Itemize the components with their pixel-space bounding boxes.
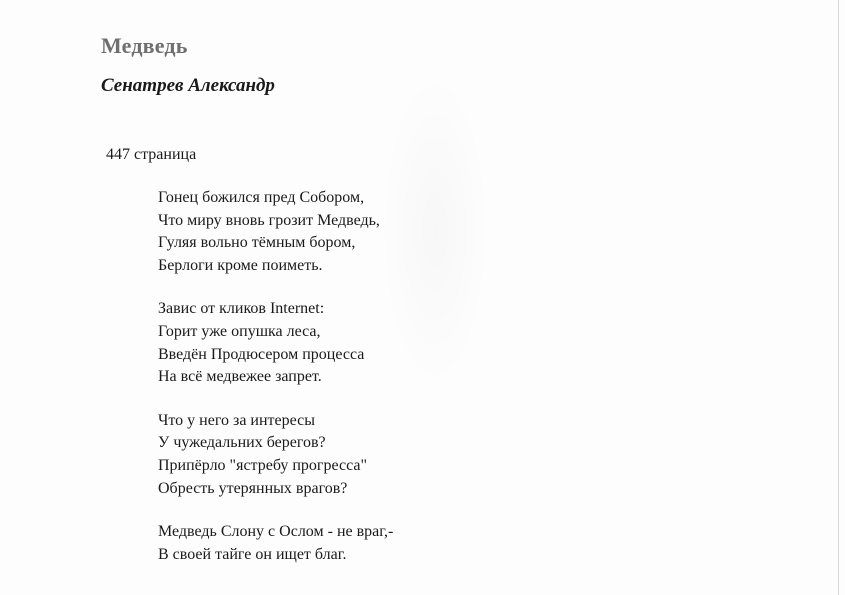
stanza <box>158 187 578 277</box>
stanza <box>158 298 578 388</box>
poem-line: Гуляя вольно тёмным бором, <box>158 234 356 252</box>
poem-line: Горит уже опушка леса, <box>158 322 321 340</box>
stanza <box>158 521 578 566</box>
poem-author: Сенатрев Александр <box>101 75 275 96</box>
stanza <box>158 410 578 500</box>
poem-line: Что миру вновь грозит Медведь, <box>158 211 380 229</box>
poem-line: Припёрло "ястребу прогресса" <box>158 456 368 474</box>
poem-line: У чужедальних берегов? <box>158 434 326 452</box>
poem-body <box>158 187 578 587</box>
poem-line: Обресть утерянных врагов? <box>158 479 348 497</box>
poem-line: Введён Продюсером процесса <box>158 345 365 363</box>
poem-title: Медведь <box>101 33 188 58</box>
poem-line: Завис от кликов Internet: <box>158 300 325 318</box>
poem-line: Берлоги кроме поиметь. <box>158 256 323 274</box>
scan-edge <box>838 0 839 595</box>
poem-line: Что у него за интересы <box>158 411 315 429</box>
poem-line: Медведь Слону с Ослом - не враг,- <box>158 523 394 541</box>
poem-line: На всё медвежее запрет. <box>158 368 322 386</box>
poem-line: Гонец божился пред Собором, <box>158 189 365 206</box>
poem-line: В своей тайге он ищет благ. <box>158 545 347 563</box>
page-reference: 447 страница <box>106 146 197 163</box>
